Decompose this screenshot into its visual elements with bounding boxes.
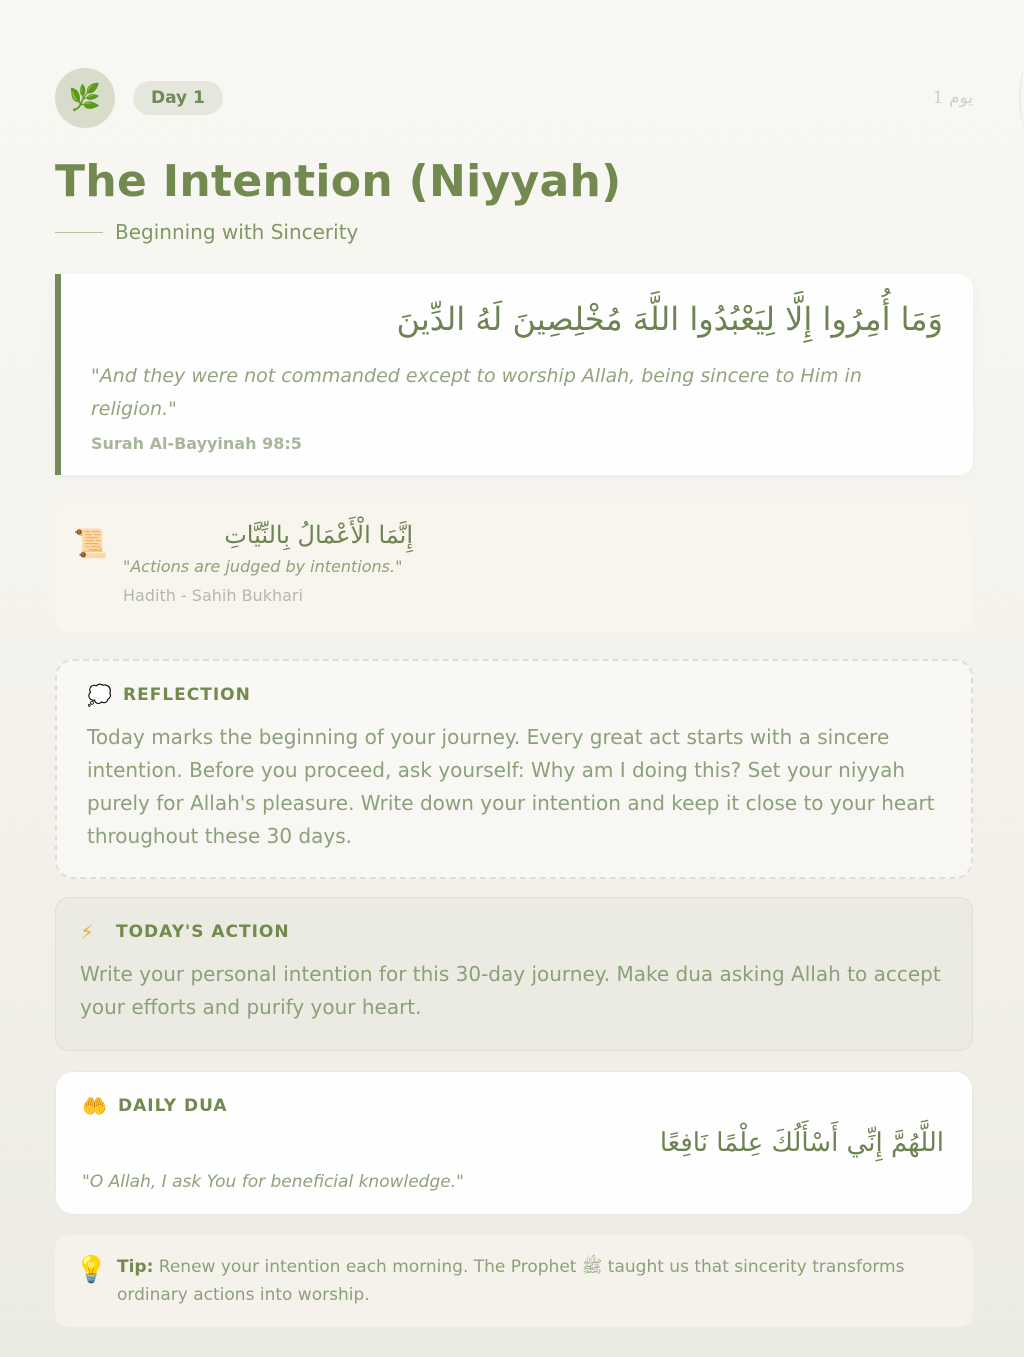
dua-arabic: اللَّهُمَّ إِنِّي أَسْأَلُكَ عِلْمًا نَافِعًا [659, 1128, 944, 1158]
verse-arabic: وَمَا أُمِرُوا إِلَّا لِيَعْبُدُوا اللَّهَ مُخْلِصِينَ لَهُ الدِّينَ [396, 300, 943, 338]
lightning-icon: ⚡ [80, 920, 96, 944]
lightbulb-icon: 💡 [75, 1255, 108, 1285]
tip-card [55, 1235, 973, 1327]
tip-content [117, 1253, 949, 1309]
reflection-header [87, 683, 941, 707]
dua-heading: DAILY DUA [118, 1096, 228, 1116]
page-edge-decoration [1019, 68, 1024, 128]
action-header [80, 920, 948, 944]
day-page [55, 68, 973, 1327]
day-badge: Day 1 [133, 81, 223, 115]
verse-card [55, 274, 973, 475]
action-card [55, 897, 973, 1051]
reflection-text: Today marks the beginning of your journey. Every great act starts with a sincere intention. Before you proceed, ask yourself: Why am I doing this? Set your niyyah purely for Allah's pleasure. Write down your intention and keep it close to your heart throughout these 30 days. [87, 725, 935, 848]
hadith-translation: "Actions are judged by intentions." [123, 557, 403, 576]
hadith-body [123, 521, 413, 613]
leaf-icon: 🌿 [55, 68, 115, 128]
dua-header [82, 1094, 944, 1118]
tip-label: Tip: [117, 1257, 154, 1277]
open-hands-icon: 🤲 [82, 1094, 108, 1118]
hadith-card [55, 501, 973, 633]
subtitle-row [55, 220, 973, 244]
dua-translation: "O Allah, I ask You for beneficial knowledge." [82, 1172, 464, 1192]
scroll-icon: 📜 [73, 527, 108, 560]
tip-text: Renew your intention each morning. The Prophet ﷺ taught us that sincerity transforms ordinary actions into worship. [117, 1257, 905, 1305]
action-text: Write your personal intention for this 30-day journey. Make dua asking Allah to accept your efforts and purify your heart. [80, 962, 941, 1019]
reflection-card [55, 659, 973, 879]
dua-card [55, 1071, 973, 1215]
header [55, 68, 973, 128]
verse-translation: "And they were not commanded except to worship Allah, being sincere to Him in religion." [91, 365, 862, 420]
verse-reference: Surah Al-Bayyinah 98:5 [91, 434, 302, 453]
subtitle-divider [55, 232, 103, 233]
page-title: The Intention (Niyyah) [55, 156, 622, 207]
hadith-reference: Hadith - Sahih Bukhari [123, 586, 303, 605]
reflection-heading: REFLECTION [123, 685, 251, 705]
day-label-arabic: يوم 1 [932, 88, 973, 108]
thought-bubble-icon: 💭 [87, 683, 113, 707]
page-subtitle: Beginning with Sincerity [115, 220, 359, 244]
action-heading: TODAY'S ACTION [116, 922, 290, 942]
hadith-arabic: إِنَّمَا الْأَعْمَالُ بِالنِّيَّاتِ [224, 521, 413, 549]
